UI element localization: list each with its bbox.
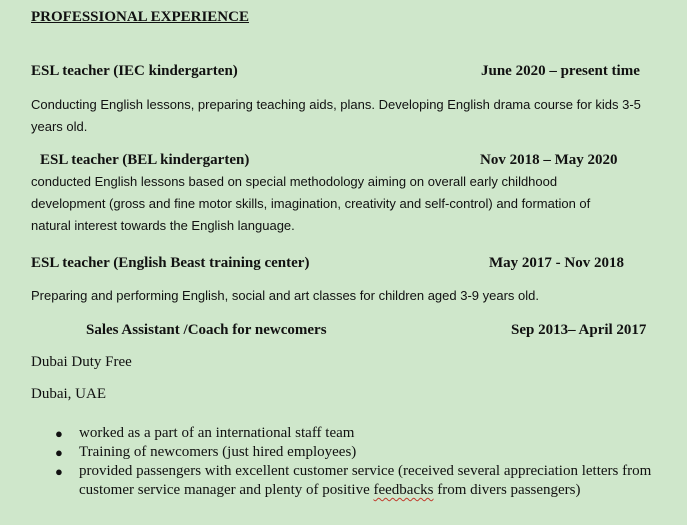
job-description: conducted English lessons based on special methodology aiming on overall early childhood development (gross and fine motor skills, imagination, creativity and self-control) and formation of natural interest towards the English language. <box>31 174 591 233</box>
list-item-text: provided passengers with excellent customer service (received several appreciation letters from customer service manager and plenty of positive feedbacks from divers passengers) <box>79 463 652 498</box>
employer-location: Dubai, UAE <box>31 386 106 402</box>
job-description: Preparing and performing English, social and art classes for children aged 3-9 years old. <box>31 288 539 303</box>
job-description: Conducting English lessons, preparing teaching aids, plans. Developing English drama course for kids 3-5 years old. <box>31 97 641 134</box>
list-item-text: Training of newcomers (just hired employees) <box>79 444 357 460</box>
job-title: ESL teacher (IEC kindergarten) <box>31 63 238 79</box>
job-title: ESL teacher (English Beast training center) <box>31 255 310 271</box>
list-item <box>31 462 671 500</box>
bullet-icon: ● <box>55 464 63 479</box>
employer-name: Dubai Duty Free <box>31 354 132 370</box>
job-title: ESL teacher (BEL kindergarten) <box>40 152 250 168</box>
job-title: Sales Assistant /Coach for newcomers <box>86 322 327 338</box>
list-item <box>31 443 671 462</box>
job-dates: Sep 2013– April 2017 <box>511 322 647 338</box>
job-dates: May 2017 - Nov 2018 <box>489 255 624 271</box>
section-title: PROFESSIONAL EXPERIENCE <box>31 9 249 25</box>
bullet-icon: ● <box>55 445 63 460</box>
bullet-icon: ● <box>55 426 63 441</box>
duties-list <box>31 424 671 500</box>
list-item-text: worked as a part of an international staff team <box>79 425 355 441</box>
list-item <box>31 424 671 443</box>
job-dates: June 2020 – present time <box>481 63 640 79</box>
job-dates: Nov 2018 – May 2020 <box>480 152 618 168</box>
